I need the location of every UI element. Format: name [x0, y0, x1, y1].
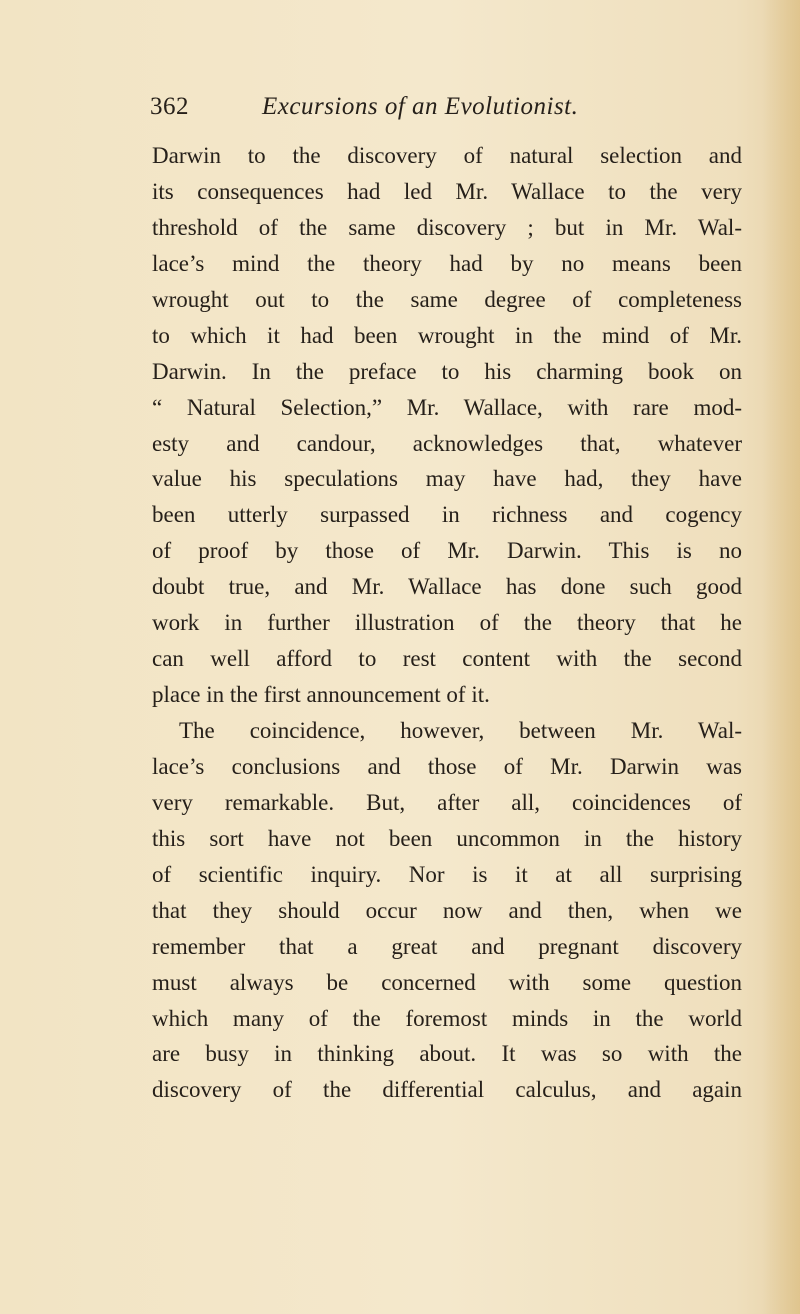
text-line: Darwin. In the preface to his charming book on [152, 358, 742, 384]
text-line: must always be concerned with some question [152, 969, 742, 995]
text-line: esty and candour, acknowledges that, whatever [152, 430, 742, 456]
running-head [150, 93, 670, 127]
text-line: been utterly surpassed in richness and cogency [152, 502, 742, 528]
text-line: work in further illustration of the theory that he [152, 610, 742, 636]
text-line: wrought out to the same degree of completeness [152, 286, 742, 312]
text-line: of proof by those of Mr. Darwin. This is no [152, 538, 742, 564]
text-line: its consequences had led Mr. Wallace to the very [152, 178, 742, 204]
text-line: this sort have not been uncommon in the history [152, 825, 742, 851]
body-text [152, 138, 742, 1108]
text-line: doubt true, and Mr. Wallace has done such good [152, 574, 742, 600]
text-line: threshold of the same discovery ; but in Mr. Wal- [152, 214, 742, 240]
text-line: are busy in thinking about. It was so with the [152, 1041, 742, 1067]
text-line: of scientific inquiry. Nor is it at all surprising [152, 861, 742, 887]
text-line: The coincidence, however, between Mr. Wal- [179, 718, 742, 743]
text-line: value his speculations may have had, they have [152, 466, 742, 492]
text-line: lace’s conclusions and those of Mr. Darwin was [152, 753, 742, 779]
text-line: remember that a great and pregnant discovery [152, 933, 742, 959]
text-line: Darwin to the discovery of natural selection and [152, 143, 742, 168]
text-line: to which it had been wrought in the mind of Mr. [152, 322, 742, 348]
running-title: Excursions of an Evolutionist. [262, 93, 579, 120]
text-line: which many of the foremost minds in the world [152, 1005, 742, 1031]
text-line: “ Natural Selection,” Mr. Wallace, with rare mod- [152, 394, 742, 420]
text-line: can well afford to rest content with the second [152, 646, 742, 672]
page-edge-shadow [762, 0, 800, 1314]
text-line: very remarkable. But, after all, coincidences of [152, 789, 742, 815]
text-line: that they should occur now and then, when we [152, 897, 742, 923]
text-line: lace’s mind the theory had by no means been [152, 250, 742, 276]
text-line: place in the first announcement of it. [152, 682, 490, 708]
page-number: 362 [150, 93, 189, 120]
text-line: discovery of the differential calculus, and again [152, 1077, 742, 1103]
